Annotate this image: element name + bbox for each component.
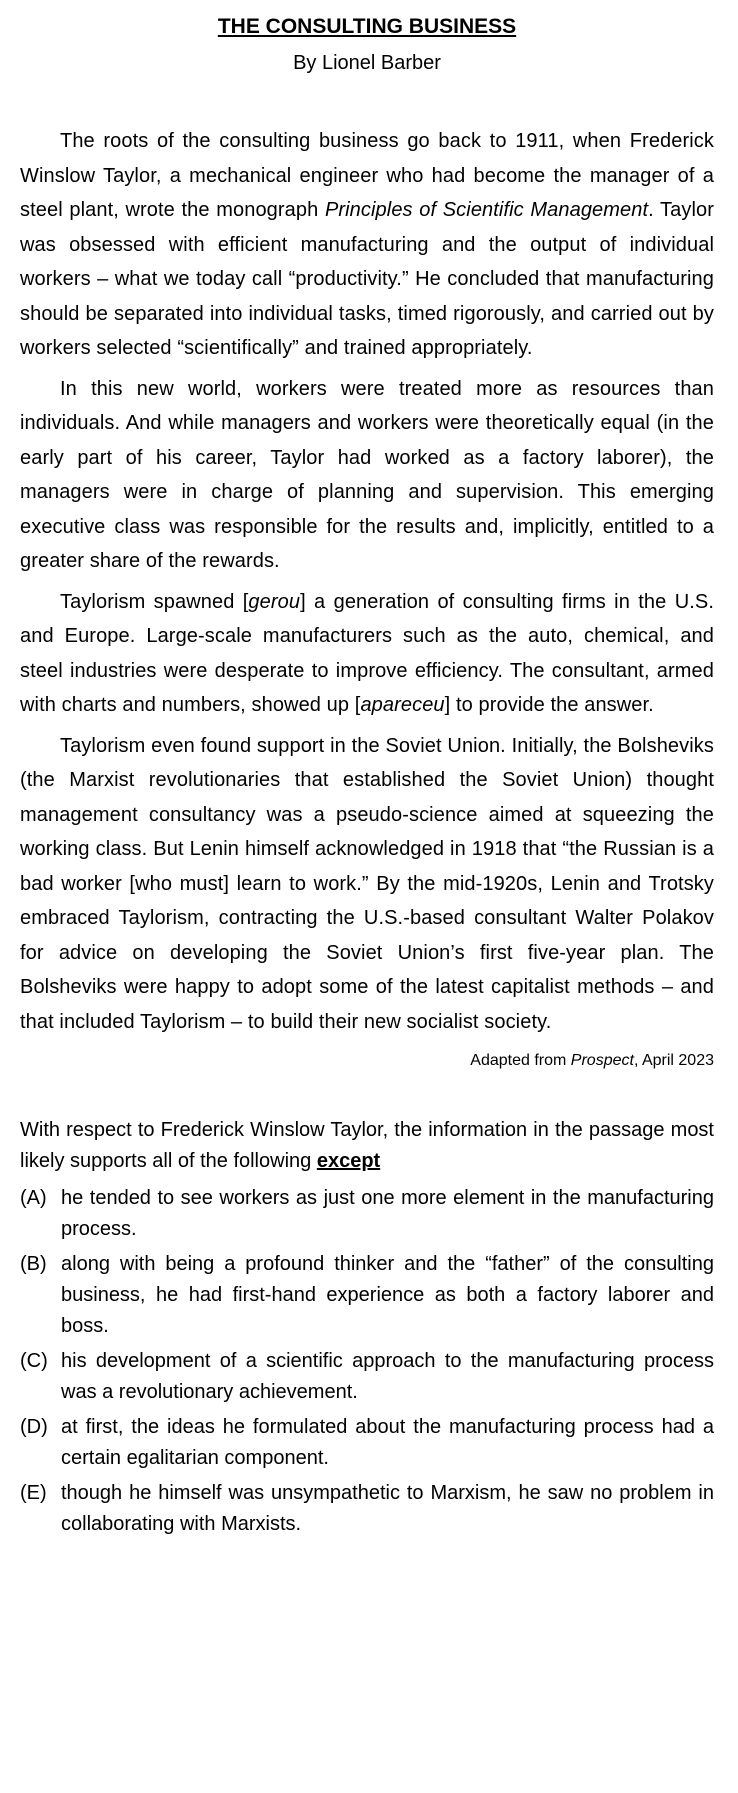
paragraph-1-text-a: The roots of the consulting business go back to 1911, when Frederick Winslow Taylor, a mechanical engineer who had become the manager of a steel plant, wrote the monograph — [20, 130, 714, 221]
answer-options — [20, 1183, 714, 1540]
paragraph-3-text-a: Taylorism spawned [ — [60, 590, 249, 613]
option-a-text: he tended to see workers as just one more element in the manufacturing process. — [61, 1187, 714, 1240]
option-a-letter: (A) — [20, 1187, 47, 1209]
source-suffix: , April 2023 — [633, 1052, 714, 1069]
gloss-apareceu: apareceu — [360, 694, 445, 716]
option-d-letter: (D) — [20, 1416, 48, 1438]
option-e-letter: (E) — [20, 1482, 47, 1504]
monograph-title: Principles of Scientific Management — [324, 199, 649, 221]
question-stem-text: With respect to Frederick Winslow Taylor, the information in the passage most likely supports all of the following — [20, 1119, 714, 1172]
option-a[interactable] — [20, 1183, 714, 1245]
paragraph-2: In this new world, workers were treated more as resources than individuals. And while managers and workers were theoretically equal (in the early part of his career, Taylor had worked as a factory laborer), the managers were in charge of planning and supervision. This emerging executive class was responsible for the results and, implicitly, entitled to a greater share of the rewards. — [20, 377, 714, 572]
question-emphasis: except — [316, 1150, 381, 1172]
paragraph-3-text-c: ] a generation of consulting firms in the U.S. and Europe. Large-scale manufacturers such as the auto, chemical, and steel industries were desperate to improve efficiency. The consultant, armed with charts and numbers, showed up [ — [20, 590, 714, 716]
option-d-text: at first, the ideas he formulated about the manufacturing process had a certain egalitarian component. — [61, 1416, 714, 1469]
option-e[interactable] — [20, 1478, 714, 1540]
option-e-text: though he himself was unsympathetic to Marxism, he saw no problem in collaborating with Marxists. — [61, 1482, 714, 1535]
option-c-text: his development of a scientific approach to the manufacturing process was a revolutionary achievement. — [61, 1350, 714, 1403]
paragraph-3 — [20, 585, 714, 723]
source-publication: Prospect — [570, 1052, 634, 1069]
paragraph-1 — [20, 124, 714, 366]
source-attribution — [20, 1049, 714, 1073]
paragraph-4: Taylorism even found support in the Soviet Union. Initially, the Bolsheviks (the Marxist revolutionaries that established the Soviet Union) thought management consultancy was a pseudo-science aimed at squeezing the working class. But Lenin himself acknowledged in 1918 that “the Russian is a bad worker [who must] learn to work.” By the mid-1920s, Lenin and Trotsky embraced Taylorism, contracting the U.S.-based consultant Walter Polakov for advice on developing the Soviet Union’s first five-year plan. The Bolsheviks were happy to adopt some of the latest capitalist methods – and that included Taylorism – to build their new socialist society. — [20, 734, 714, 1033]
gloss-gerou: gerou — [248, 590, 301, 613]
option-d[interactable] — [20, 1412, 714, 1474]
article-byline: By Lionel Barber — [293, 52, 441, 74]
option-b-letter: (B) — [20, 1253, 47, 1275]
paragraph-3-text-e: ] to provide the answer. — [444, 694, 654, 716]
article-title: THE CONSULTING BUSINESS — [217, 15, 517, 38]
source-prefix: Adapted from — [470, 1052, 571, 1069]
article-body — [20, 124, 714, 1073]
option-c-letter: (C) — [20, 1350, 48, 1372]
option-b-text: along with being a profound thinker and the “father” of the consulting business, he had first-hand experience as both a factory laborer and boss. — [61, 1253, 714, 1337]
question-stem — [20, 1115, 714, 1177]
option-b[interactable] — [20, 1249, 714, 1342]
paragraph-1-text-c: . Taylor was obsessed with efficient manufacturing and the output of individual workers – what we today call “productivity.” He concluded that manufacturing should be separated into individual tasks, timed rigorously, and carried out by workers selected “scientifically” and trained appropriately. — [20, 199, 714, 359]
option-c[interactable] — [20, 1346, 714, 1408]
